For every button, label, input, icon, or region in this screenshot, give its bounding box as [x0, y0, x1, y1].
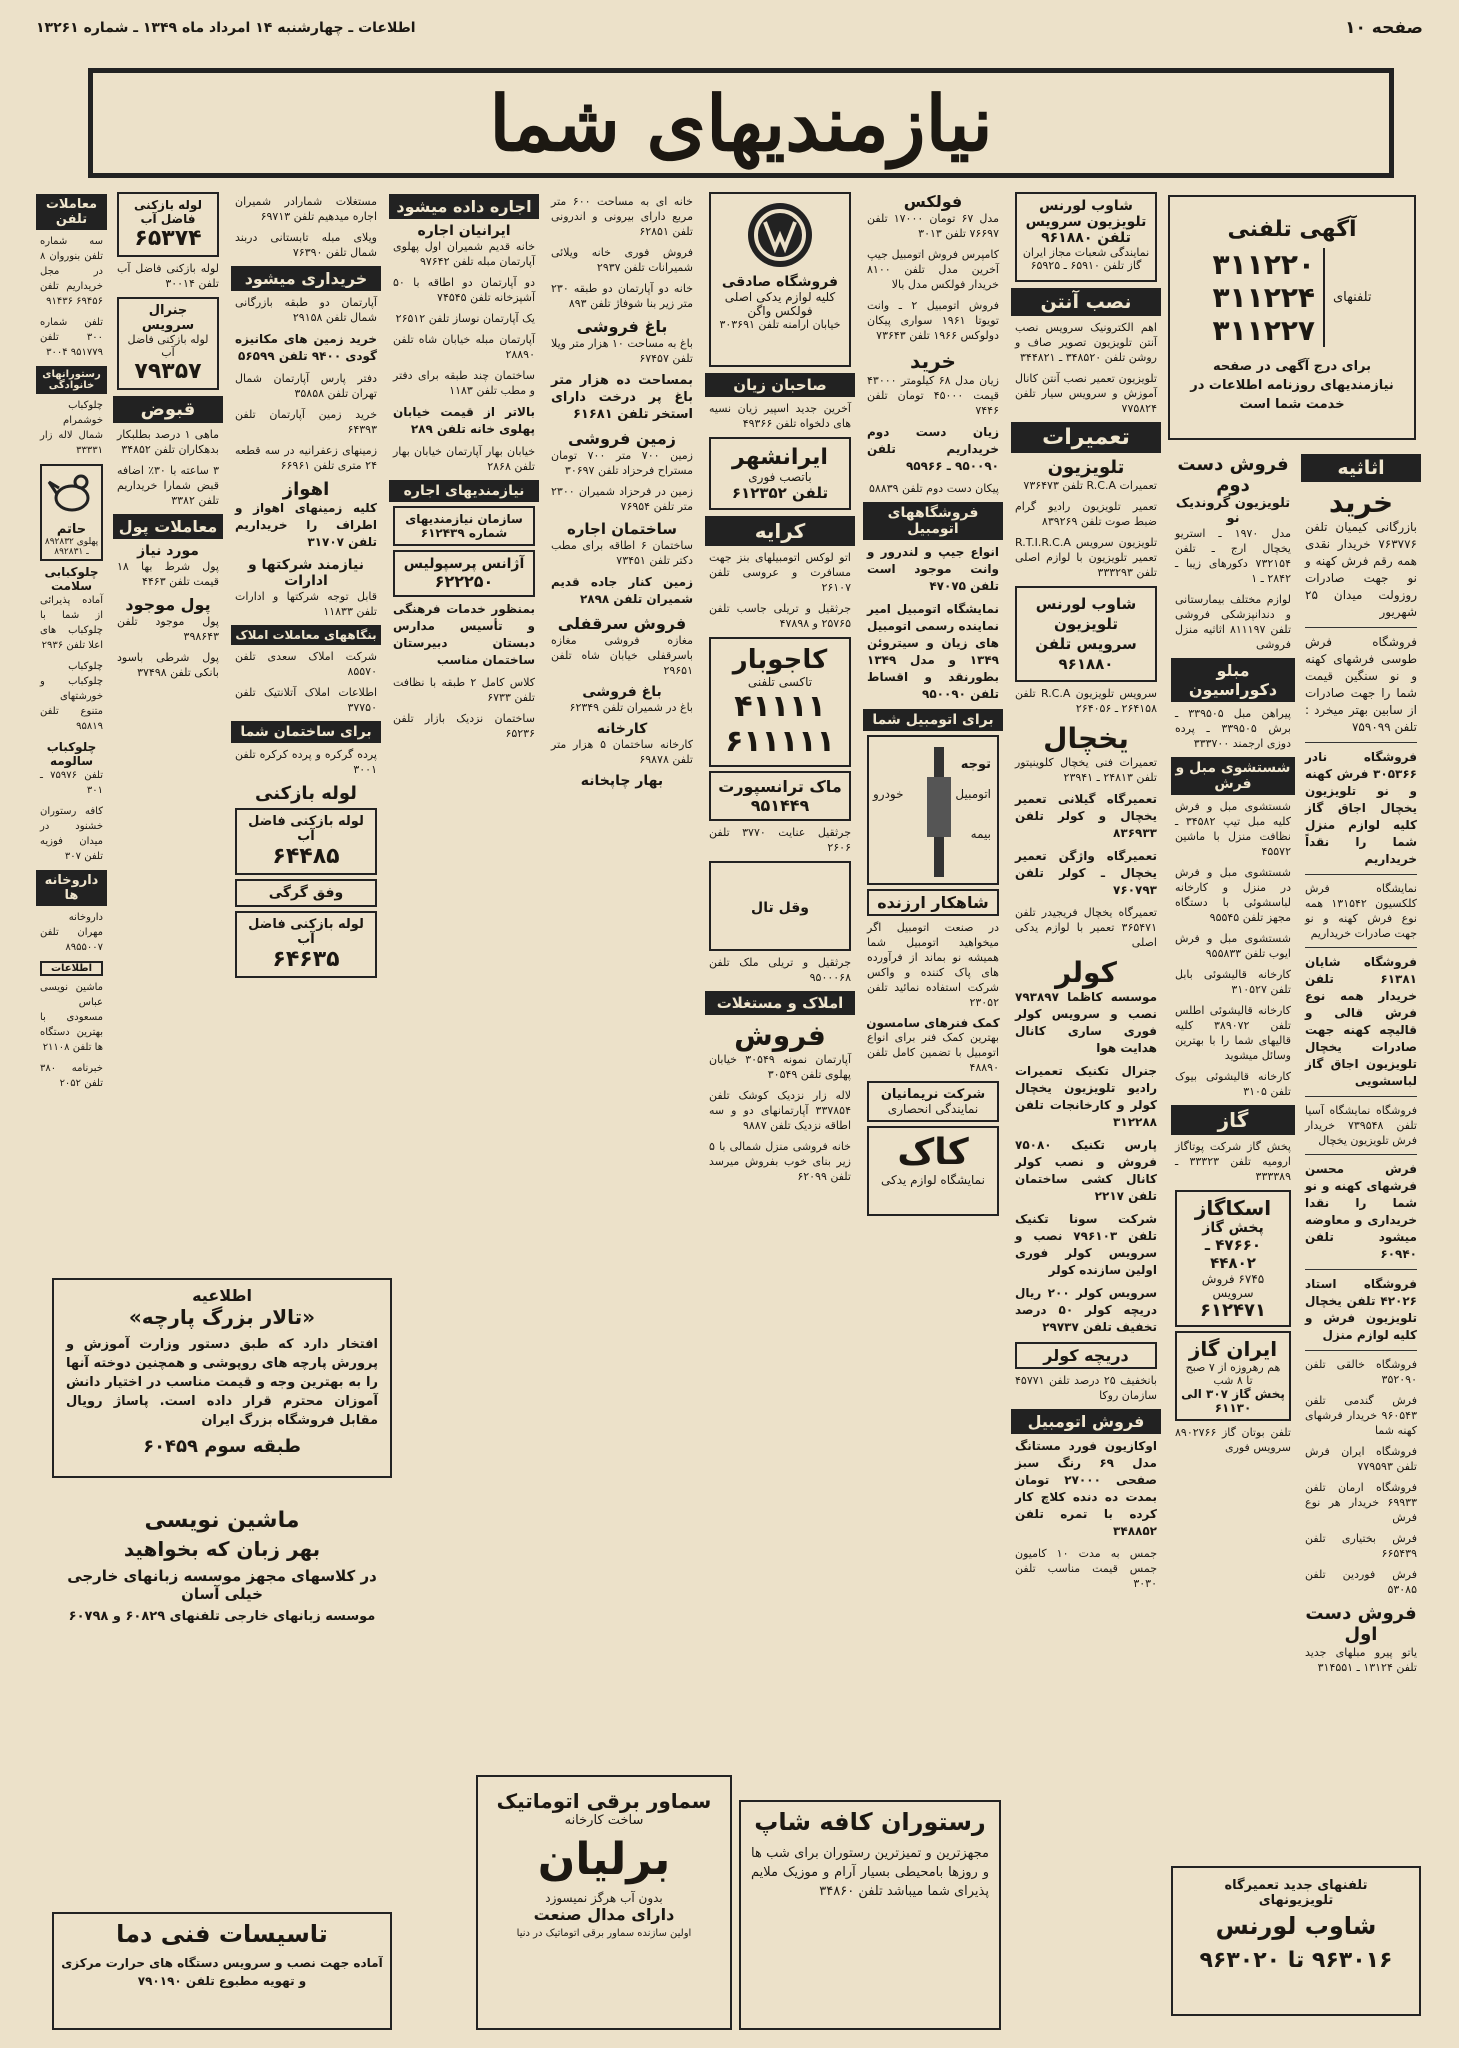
ad-text: آماده پذیرائی از شما با چلوکباب های اعلا تلفن ۲۹۳۶	[40, 595, 103, 651]
ad-text: زمین ۷۰۰ متر ۷۰۰ تومان مستراح فرحزاد تلفن ۳۰۶۹۷	[551, 449, 693, 477]
ad-hatam	[40, 464, 103, 561]
ad-text: چلوکباب چلوکباب و خورشتهای متنوع تلفن ۹۵۸۱۹	[40, 661, 103, 732]
ad-text: بالاتر از قیمت خیابان پهلوی خانه تلفن ۲۸۹	[393, 405, 535, 436]
ad-text: خانه دو آپارتمان دو طبقه ۲۳۰ متر زیر بنا شوفاژ تلفن ۸۹۳	[551, 282, 693, 310]
column-9	[113, 188, 223, 1268]
ad-text: آپارتمان نمونه ۳۰۵۴۹ خیابان پهلوی تلفن ۳۰۵۴۹	[709, 1053, 851, 1081]
ad-text: اوکازیون فورد مستانگ مدل ۶۹ رنگ سبز صفحی ۲۷۰۰۰ تومان بمدت ده دنده کلاچ کار کرده با تمره تلفن ۳۴۸۸۵۲	[1015, 1439, 1157, 1538]
ad-text: مغازه فروشی مغازه باسرقفلی خیابان شاه تلفن ۲۹۶۵۱	[551, 634, 693, 677]
ad-text: فروش فوری خانه ویلائی شمیرانات تلفن ۲۹۳۷	[551, 246, 693, 274]
ad-phone: ۶۱۲۴۷۱	[1200, 1300, 1266, 1321]
ad-text: ماهی ۱ درصد بطلبکار بدهکاران تلفن ۳۴۸۵۲	[117, 428, 219, 456]
heading-vent: دریچه کولر	[1015, 1342, 1157, 1369]
ad-needs-org: سازمان نیازمندیهای شماره ۶۱۲۴۳۹	[393, 506, 535, 546]
ad-text: آماده جهت نصب و سرویس دستگاه های حرارت مرکزی و تهویه مطبوع تلفن ۷۹۰۱۹۰	[61, 1956, 383, 1988]
ad-text: موسسه کاظما ۷۹۳۸۹۷ نصب و سرویس کولر فوری ساری کانال هدایت هوا	[1015, 990, 1157, 1055]
ad-text: چلوکباب خوشمرام شمال لاله زار ۳۳۳۳۱	[40, 400, 103, 456]
ad-text: کارخانه قالیشوئی بیوک تلفن ۳۱۰۵	[1175, 1070, 1291, 1098]
ad-brand: شاوب لورنس	[1215, 1912, 1377, 1940]
ad-text: خیابان بهار آپارتمان خیابان بهار تلفن ۲۸۶۸	[393, 445, 535, 473]
ad-text: آخرین جدید اسپیر زیان نسیه های دلخواه تلفن ۴۹۳۶۶	[709, 402, 851, 430]
column-7	[389, 188, 539, 1768]
column-3	[1011, 188, 1161, 2028]
ad-line: دارای مدال صنعت	[533, 1905, 675, 1924]
ad-mehrpi-gas	[1015, 192, 1157, 282]
ad-text: آپارتمان دو طبقه بازرگانی شمال تلفن ۲۹۱۵۸	[235, 296, 377, 324]
ad-brand: آژانس پرسپولیس	[403, 556, 525, 572]
ad-text: فروش اتومبیل ۲ ـ وانت تویوتا ۱۹۶۱ سواری پیکان دولوکس ۱۹۶۶ تلفن ۷۳۶۴۳	[867, 299, 999, 342]
ad-text: در صنعت اتومبیل اگر میخواهید اتومبیل شما همیشه نو بماند از فرآورده های پاک کننده و واکس شرکت استفاده نمائید تلفن ۲۳۰۵۲	[867, 921, 999, 1009]
ad-mac-transport	[709, 771, 851, 821]
ad-phone: ۹۵۱۴۴۹	[750, 796, 810, 815]
ad-text: فروشگاه شایان ۶۱۳۸۱ تلفن خریدار همه نوع فرش قالی و قالیچه کهنه جهت صادرات یخچال تلویزیون اجاق گاز لباسشویی	[1305, 955, 1417, 1088]
heading-key-money: فروش سرقفلی	[557, 614, 687, 633]
ad-text: تعمیرگاه یخچال فریجیدر تلفن ۳۶۵۴۷۱ تعمیر با لوازم یدکی اصلی	[1015, 906, 1157, 949]
ad-line: نمایشگاه لوازم یدکی	[881, 1173, 985, 1187]
ad-text: باغ در شمیران تلفن ۶۲۳۴۹	[569, 701, 693, 714]
page-number: صفحه ۱۰	[1345, 18, 1423, 38]
subheading-tv: تلویزیون گروندیک نو	[1175, 496, 1291, 526]
ad-line: موسسه زبانهای خارجی تلفنهای ۶۰۸۲۹ و ۶۰۷۹۸	[68, 1609, 376, 1624]
ad-text: اطلاعات املاک آتلانتیک تلفن ۳۷۷۵۰	[235, 686, 377, 714]
heading-real-estate: املاک و مستغلات	[705, 991, 855, 1015]
ad-brand: جنرال سرویس	[141, 303, 195, 333]
heading-volkswagen: فولکس	[903, 192, 963, 211]
ad-text: سه شماره تلفن بنوروان ۸ در مجل خریداریم تلفن ۶۹۴۵۶ ۹۱۴۳۶	[40, 236, 103, 307]
ad-text: تعمیرگاه گیلانی تعمیر یخچال و کولر تلفن ۸۳۶۹۳۳	[1015, 792, 1157, 840]
ad-persepolis	[393, 550, 535, 597]
ad-text: تعمیرات فنی یخچال کلوینیتور تلفن ۲۴۸۱۳ ـ ۲۳۹۴۱	[1015, 756, 1157, 784]
column-1	[1301, 448, 1421, 1860]
ad-text: خانه قدیم شمیران اول پهلوی آپارتمان مبله تلفن ۹۷۶۴۲	[393, 240, 535, 268]
ad-phone: ۶۱۱۱۱۱	[725, 724, 835, 759]
heading-zian-owners: صاحبان زیان	[705, 373, 855, 397]
ad-phone: ۶۴۴۸۵	[272, 844, 340, 869]
heading-salomeh: چلوکباب سالومه	[46, 740, 97, 768]
ad-kak	[867, 1126, 999, 1216]
ad-text: جمس به مدت ۱۰ کامیون جمس قیمت مناسب تلفن ۳۰۳۰	[1015, 1547, 1157, 1590]
ad-brand: کاجوبار	[732, 645, 828, 675]
heading-car-sale: فروش اتومبیل	[1011, 1409, 1161, 1434]
ad-schaub-lorenz	[1171, 1866, 1421, 2016]
ad-pipe-2	[235, 911, 377, 978]
column-8	[231, 188, 381, 2028]
ad-title: تاسیسات فنی دما	[116, 1920, 328, 1948]
ad-text: خانه ای به مساحت ۶۰۰ متر مربع دارای بیرونی و اندرونی تلفن ۶۲۸۵۱	[551, 195, 693, 238]
ad-text: فروشگاه نادر ۳۰۵۳۶۶ فرش کهنه و نو تلویزیون یخچال اجاق گاز کلیه لوازم منزل شما را نقداً خریداریم	[1305, 750, 1417, 866]
ad-brand: اسکاگاز	[1194, 1196, 1272, 1220]
heading-for-your-building: برای ساختمان شما	[231, 721, 381, 743]
ad-text: فرش فوردین تلفن ۵۳۰۸۵	[1305, 1568, 1417, 1596]
ad-brand: لوله بازکنی فاضل آب	[248, 814, 364, 844]
ad-text: نمایشگاه فرش کلکسیون ۱۳۱۵۴۲ همه نوع فرش کهنه و نو جهت صادرات خریداریم	[1305, 882, 1417, 940]
ad-fabric-hall	[52, 1278, 392, 1478]
heading-for-your-car: برای اتومبیل شما	[863, 709, 1003, 731]
phone-ad-box	[1168, 195, 1416, 440]
ad-text: پول شرطی باسود بانکی تلفن ۳۷۴۹۸	[117, 651, 219, 679]
ad-text: کلیه زمینهای اهواز و اطراف را خریداریم تلفن ۳۱۷۰۷	[235, 501, 377, 549]
ad-pipe-1	[235, 808, 377, 875]
ad-text: تلفن شماره ۳۰۰ تلفن ۹۵۱۷۷۹ ۳۰۰۴	[40, 317, 103, 358]
ad-text: باغ به مساحت ۱۰ هزار متر ویلا تلفن ۶۷۴۵۷	[551, 337, 693, 365]
ad-text: تلفن بوتان گاز ۸۹۰۲۷۶۶ سرویس فوری	[1175, 1426, 1291, 1454]
ad-text: پرده گرکره و پرده کرکره تلفن ۳۰۰۱	[235, 748, 377, 776]
ad-brand: لوله بازکنی فاضل آب	[248, 917, 364, 947]
ad-text: فرش بختیاری تلفن ۶۶۵۴۳۹	[1305, 1532, 1417, 1560]
ad-brand: ایرانشهر	[732, 445, 828, 470]
heading-furniture-wash: شستشوی مبل و فرش	[1171, 757, 1295, 795]
ad-line: لوله بازکنی فاضل آب	[127, 333, 209, 359]
ad-text: فروشگاه ارمان تلفن ۶۹۹۳۳ خریدار هر نوع فرش	[1305, 1481, 1417, 1524]
ad-text: کافه رستوران خشنود در میدان فوزیه تلفن ۳۰۷	[40, 806, 103, 862]
heading-pharmacies: داروخانه ها	[36, 870, 107, 906]
ad-text: زمینهای زعفرانیه در سه قطعه ۲۴ متری تلفن ۶۶۹۶۱	[235, 444, 377, 472]
heading-antenna: نصب آنتن	[1011, 288, 1161, 316]
ad-shock-absorber	[867, 735, 999, 885]
heading-factory: کارخانه	[596, 721, 648, 737]
heading-building-rent: ساختمان اجاره	[566, 520, 678, 538]
ad-text: اتو لوکس اتومبیلهای بنز جهت مسافرت و عروسی تلفن ۲۶۱۰۷	[709, 551, 851, 594]
ad-text: اهم الکترونیک سرویس نصب آنتن تلویزیون تصویر صاف و روشن تلفن ۳۴۸۵۲۰ ـ ۳۴۴۸۲۱	[1015, 321, 1157, 364]
ad-text: پول موجود تلفن ۳۹۸۶۴۳	[117, 615, 219, 643]
heading-decoration: مبلو دکوراسیون	[1171, 658, 1295, 702]
heading-rent-needs: نیازمندیهای اجاره	[389, 480, 539, 502]
ad-text: فروشگاه خالقی تلفن ۳۵۲۰۹۰	[1305, 1358, 1417, 1386]
ad-text: ساختمان نزدیک بازار تلفن ۶۵۲۳۶	[393, 712, 535, 740]
subheading-needed: مورد نیاز	[137, 543, 199, 559]
ad-text: شستشوی مبل و فرش در منزل و کارخانه لباسشوئی با دستگاه مجهز تلفن ۹۵۵۴۵	[1175, 866, 1291, 924]
ad-text: تعمیرات R.C.A تلفن ۷۳۶۴۷۳	[1023, 479, 1157, 492]
ad-text: تلویزیون تعمیر نصب آنتن کانال آموزش و سرویس سیار تلفن ۷۷۵۸۲۴	[1015, 372, 1157, 415]
ad-brand: شرکت نریمانیان	[880, 1087, 986, 1102]
ad-brand: حاتم	[56, 522, 87, 537]
heading-car-shops: فروشگاههای اتومبیل	[863, 502, 1003, 540]
ad-brand: فروشگاه صادقی	[721, 274, 839, 290]
ad-brand: شاوب لورنس تلویزیون سرویس تلفن ۹۶۱۸۸۰	[1025, 198, 1147, 246]
ad-scagaz	[1175, 1190, 1291, 1327]
ad-text: زمین در فرحزاد شمیران ۲۳۰۰ متر تلفن ۷۶۹۵۴	[551, 485, 693, 513]
ad-heating	[52, 1912, 392, 2030]
ad-line: خیابان ارامنه تلفن ۳۰۳۶۹۱	[719, 318, 841, 331]
ad-text: شستشوی مبل و فرش کلیه مبل تیپ ۳۴۵۸۲ ـ نظافت منزل با ماشین ۴۵۵۷۲	[1175, 800, 1291, 858]
ad-brand: کاک	[897, 1132, 969, 1173]
ad-text: خبرنامه ۳۸۰ تلفن ۲۰۵۲	[40, 1063, 103, 1089]
phone-number-1: ۳۱۱۲۲۰	[1212, 248, 1315, 281]
ad-pipe-top	[117, 192, 219, 257]
ad-text: پخش گاز شرکت پوتاگاز ارومیه تلفن ۳۳۳۲۳ ـ ۳۳۳۳۸۹	[1175, 1140, 1291, 1183]
heading-masterpiece: شاهکار ارزنده	[867, 889, 999, 916]
ad-irangaz	[1175, 1331, 1291, 1421]
ad-title: سماور برقی اتوماتیک	[496, 1789, 712, 1813]
ad-iranshahr	[709, 437, 851, 510]
heading-ahvaz: اهواز	[282, 479, 330, 500]
ad-kajobar	[709, 637, 851, 767]
ad-line: اولین سازنده سماور برقی اتوماتیک در دنیا	[516, 1928, 692, 1939]
ad-text: شرکت سونا تکنیک تلفن ۷۹۶۱۰۳ نصب و سرویس کولر فوری اولین سازنده کولر	[1015, 1212, 1157, 1277]
heading-furniture: اثاثیه	[1301, 454, 1421, 482]
ad-line: بدون آب هرگز نمیسوزد	[545, 1891, 663, 1905]
subheading-iranian-rent: ایرانیان اجاره	[417, 223, 511, 239]
ad-text: زمین کنار جاده قدیم شمیران تلفن ۲۸۹۸	[551, 575, 693, 606]
ad-text: خانه فروشی منزل شمالی با ۵ زیر بنای خوب بفروش میرسد تلفن ۶۲۰۹۹	[709, 1140, 851, 1183]
heading-garden-sale-2: باغ فروشی	[582, 684, 662, 700]
ad-text: خرید زمین آپارتمان تلفن ۶۴۳۹۳	[235, 408, 377, 436]
ad-title: اطلاعیه	[192, 1286, 252, 1305]
ad-phone: ۴۷۶۶۰ ـ ۴۴۸۰۲	[1204, 1236, 1262, 1272]
ad-text: یک آپارتمان نوساز تلفن ۲۶۵۱۲	[395, 312, 535, 325]
ad-text: زیان مدل ۶۸ کیلومتر ۴۳۰۰۰ قیمت ۴۵۰۰۰ تومان تلفن ۷۴۴۶	[867, 374, 999, 417]
ad-phone: ۹۶۳۰۱۶ تا ۹۶۳۰۲۰	[1199, 1948, 1393, 1973]
ad-line: در کلاسهای مجهز موسسه زبانهای خارجی خیلی آسان	[67, 1567, 377, 1603]
ad-text: مدل ۶۷ تومان ۱۷۰۰۰ تلفن ۷۶۶۹۷ تلفن ۳۰۱۳	[867, 212, 1000, 240]
ad-typing-school	[52, 1508, 392, 1708]
ad-text: ساختمان ۶ اطاقه برای مطب دکتر تلفن ۷۳۴۵۱	[551, 539, 693, 567]
ad-text: ماشین نویسی عباس مسعودی با بهترین دستگاه ها تلفن ۲۱۱۰۸	[40, 982, 103, 1053]
ad-text: داروخانه مهران تلفن ۸۹۵۵۰۰۷	[40, 912, 103, 953]
heading-repairs: تعمیرات	[1011, 422, 1161, 453]
ad-vafgh: وفق گرگی	[235, 879, 377, 907]
ad-text: کارخانه قالیشوئی اطلس تلفن ۳۸۹۰۷۲ کلیه قالیهای شما را با بهترین وسائل میشوید	[1175, 1004, 1291, 1062]
ad-line: تاکسی تلفنی	[747, 675, 813, 689]
ad-narimanian	[867, 1081, 999, 1122]
banner-title: نیازمندیهای شما	[489, 78, 993, 168]
heading-land-sale: زمین فروشی	[568, 429, 676, 448]
phone-number-2: ۳۱۱۲۲۴	[1212, 281, 1315, 314]
ad-text: مجهزترین و تمیزترین رستوران برای شب ها و روزها بامحیطی بسیار آرام و موزیک ملایم پذیرای شما میباشد تلفن ۳۴۸۶۰	[751, 1846, 989, 1899]
ad-text: تعمیر تلویزیون رادیو گرام ضبط صوت تلفن ۸۳۹۲۶۹	[1015, 500, 1157, 528]
ad-text: ویلای مبله تابستانی دربند شمال تلفن ۷۶۳۹۰	[235, 231, 377, 259]
ad-brand: ماک ترانسپورت	[718, 777, 842, 796]
ad-phone: ۴۱۱۱۱	[734, 689, 826, 724]
heading-phone-deals: معاملات تلفن	[36, 194, 107, 230]
ad-line: کلیه لوازم یدکی اصلی فولکس واگن	[724, 290, 836, 318]
heading-pipe-unclog: لوله بازکنی	[255, 783, 357, 804]
ad-text: دفتر پارس آپارتمان شمال تهران تلفن ۳۵۸۵۸	[235, 372, 377, 400]
column-10	[36, 188, 107, 1268]
ad-text: نمایشگاه اتومبیل امیر نماینده رسمی اتومبیل های زیان و سیتروئن ۱۳۴۹ و مدل ۱۳۴۹ بطورنقد و اقساط تلفن ۹۵۰۰۹۰	[867, 602, 999, 701]
ad-title: ماشین نویسی	[144, 1508, 300, 1533]
ad-text: کلاس کامل ۲ طبقه با نظافت تلفن ۶۷۳۳	[393, 676, 535, 704]
heading-fridge: یخچال	[1043, 722, 1129, 755]
ad-line: ساخت کارخانه	[564, 1813, 644, 1828]
phone-number-3: ۳۱۱۲۲۷	[1212, 314, 1315, 347]
ad-samovar	[476, 1775, 732, 2030]
heading-salamat: چلوکبابی سلامت	[44, 565, 99, 593]
ad-text: لوله بازکنی فاضل آب تلفن ۳۰۰۱۴	[117, 262, 219, 290]
ad-phone: پهلوی ۸۹۲۸۳۲ ـ ۸۹۲۸۳۱	[44, 537, 99, 557]
ad-text: جرثقیل و تریلی جاسب تلفن ۲۵۷۶۵ و ۴۷۸۹۸	[709, 602, 851, 630]
heading-money-available: پول موجود	[125, 595, 211, 614]
heading-rent: کرایه	[705, 516, 855, 546]
ad-schaub-service: شاوب لورنس تلویزیون سرویس تلفن ۹۶۱۸۸۰	[1015, 586, 1157, 682]
ad-text: کارخانه ساختمان ۵ هزار متر تلفن ۶۹۸۷۸	[551, 738, 694, 766]
heading-cooler: کولر	[1055, 956, 1117, 989]
ad-brand: لوله بازکنی فاضل آب	[134, 198, 202, 226]
heading-realty-agencies: بنگاههای معاملات املاک	[231, 625, 381, 645]
ad-phone: ۷۹۳۵۷	[134, 359, 202, 384]
heading-money-deals: معاملات پول	[113, 514, 223, 539]
ad-text: بمساحت ده هزار متر باغ پر درخت دارای استخر تلفن ۶۱۶۸۱	[551, 373, 693, 422]
ad-line: خودرو	[873, 787, 904, 801]
ad-line: تلویزیونهای	[1258, 1893, 1334, 1908]
ad-text: شرکت املاک سعدی تلفن ۸۵۵۷۰	[235, 650, 377, 678]
ad-sadeghi	[709, 192, 851, 367]
heading-wanted: خریداری میشود	[231, 266, 381, 291]
ad-line: توجه	[960, 757, 991, 772]
ad-text: آپارتمان مبله خیابان شاه تلفن ۲۸۸۹۰	[393, 333, 535, 361]
ad-line: هم رهروزه از ۷ صبح تا ۸ شب	[1185, 1361, 1281, 1387]
phone-ad-note: برای درج آگهی در صفحه نیازمندیهای روزنامه اطلاعات در خدمت شما است	[1190, 359, 1394, 412]
ad-text: لاله زار نزدیک کوشک تلفن ۳۳۷۸۵۴ آپارتمانهای دو و سه اطاقه نزدیک تلفن ۹۸۸۷	[709, 1089, 851, 1132]
heading-receipts: قبوض	[113, 396, 223, 423]
ad-text: پیکان دست دوم تلفن ۵۸۸۳۹	[869, 482, 999, 495]
ad-restaurant	[739, 1800, 1001, 2030]
ad-text: پارس تکنیک ۷۵۰۸۰ فروش و نصب کولر کانال کشی ساختمان تلفن ۲۲۱۷	[1015, 1138, 1157, 1203]
rooster-icon	[47, 468, 97, 518]
ad-text: ساختمان چند طبقه برای دفتر و مطب تلفن ۱۱۸۳	[393, 369, 535, 397]
column-6	[547, 188, 697, 1768]
ad-text: جرثقیل و تریلی ملک تلفن ۹۵۰۰۰۶۸	[709, 956, 851, 984]
ad-ettelaat-logo: اطلاعات	[40, 961, 103, 976]
vw-logo-icon	[745, 200, 815, 270]
ad-text: بهترین کمک فنر برای انواع اتومبیل با تضمین کامل تلفن ۴۸۸۹۰	[867, 1031, 999, 1074]
ad-text: ۳ ساعته با ۳۰٪ اضافه قبض شمارا خریداریم تلفن ۳۳۸۲	[117, 464, 219, 507]
ad-text: قابل توجه شرکتها و ادارات تلفن ۱۱۸۳۳	[235, 590, 377, 618]
ad-text: کارخانه قالیشوئی بابل تلفن ۳۱۰۵۲۷	[1175, 968, 1291, 996]
ad-text: مدل ۱۹۷۰ ـ استریو یخچال ارج ـ تلفن ۷۳۲۱۵۴ دکورهای زیبا ـ ۲۸۴۲ ـ ۱	[1175, 527, 1292, 585]
ad-text: خرید زمین های مکانیزه گودی ۹۴۰۰ تلفن ۵۶۵۹۹	[235, 332, 377, 363]
ad-text: پول شرط بها ۱۸ قیمت تلفن ۴۴۶۳	[117, 560, 219, 588]
ad-title: رستوران کافه شاپ	[754, 1808, 986, 1836]
heading-buy: خرید	[1328, 486, 1394, 519]
ad-line: پخش گاز	[1202, 1220, 1264, 1236]
ad-text: شستشوی مبل و فرش ایوب تلفن ۹۵۵۸۳۳	[1175, 932, 1291, 960]
phone-ad-title: آگهی تلفنی	[1227, 217, 1357, 242]
ad-text: کامپرس فروش اتومبیل جیپ آخرین مدل تلفن ۸۱۰۰ خریدار فولکس مدل بالا	[867, 248, 999, 291]
ad-text: فرش گندمی تلفن ۹۶۰۵۴۳ خریدار فرشهای کهنه شما	[1305, 1394, 1417, 1437]
page-header	[36, 8, 1423, 48]
heading-companies: نیازمند شرکتها و ادارات	[247, 557, 365, 589]
shock-absorber-icon	[919, 747, 959, 877]
ad-text: فروشگاه استاد ۴۲۰۲۶ تلفن یخچال تلویزیون فرش و کلیه لوازم منزل	[1305, 1277, 1417, 1342]
ad-text: جنرال تکنیک تعمیرات رادیو تلویزیون یخچال کولر و کارخانجات تلفن ۳۱۲۲۸۸	[1015, 1064, 1157, 1129]
ad-text: فروشگاه فرش طوسی فرشهای کهنه و نو سنگین قیمت شما را جهت صادرات از سابین بهتر میخرد : تلفن ۷۵۹۰۹۹	[1305, 635, 1417, 734]
ad-line: اتومبیل	[955, 787, 991, 801]
ad-text: زیان دست دوم خریداریم تلفن ۹۵۰۰۹۰ ـ ۹۵۹۶۶	[867, 425, 999, 473]
heading-print-house: بهار چاپخانه	[580, 773, 664, 789]
ad-brand: برلیان	[537, 1834, 671, 1885]
ad-text: سرویس کولر ۲۰۰ ریال دریچه کولر ۵۰ درصد تخفیف تلفن ۲۹۷۳۷	[1015, 1286, 1158, 1334]
ad-text: فروشگاه نمایشگاه آسیا تلفن ۷۳۹۵۴۸ خریدار فرش تلویزیون یخچال	[1305, 1104, 1417, 1147]
column-2	[1171, 448, 1295, 1860]
ad-phone: ۶۲۲۲۵۰	[434, 572, 494, 591]
ad-phone: ۶۵۳۷۴	[134, 226, 202, 251]
ad-line: ۶۷۴۵ فروش سرویس	[1201, 1272, 1265, 1300]
ad-line: بهر زبان که بخواهید	[123, 1537, 321, 1561]
ad-phone: طبقه سوم ۶۰۴۵۹	[143, 1436, 301, 1457]
ad-text: بازرگانی کیمیان تلفن ۷۶۳۷۷۶ خریدار نقدی همه رقم فرش کهنه و نو جهت صادرات روزولت میدان ۲۵ شهریور	[1305, 520, 1417, 619]
ad-text: مستغلات شمارادر شمیران اجاره میدهیم تلفن ۶۹۷۱۳	[235, 195, 377, 223]
ad-brand: «تالار بزرگ پارچه»	[128, 1305, 316, 1329]
column-4	[863, 188, 1003, 1788]
ad-vaghl: وقل تال	[709, 861, 851, 951]
ad-line: نمایندگی انحصاری	[887, 1102, 979, 1116]
ad-line: نمایندگی شعبات مجاز ایران گاز تلفن ۶۵۹۱۰ ـ ۶۵۹۲۵	[1022, 246, 1150, 272]
ad-text: بمنظور خدمات فرهنگی و تأسیس مدارس دبستان دبیرستان ساختمان مناسب	[393, 602, 535, 667]
ad-text: فرش محسن فرشهای کهنه و نو شما را نقدا خریداری و معاوضه میشود تلفن ۶۰۹۴۰	[1305, 1162, 1417, 1261]
ad-phone: پخش گاز ۳۰۷ الی ۶۱۱۳۰	[1181, 1387, 1285, 1415]
heading-garden-sale: باغ فروشی	[576, 317, 668, 336]
issue-line: اطلاعات ـ چهارشنبه ۱۴ امرداد ماه ۱۳۴۹ ـ شماره ۱۳۲۶۱	[36, 20, 416, 36]
ad-text: لوازم مختلف بیمارستانی و دندانپزشکی فروشی تلفن ۸۱۱۱۹۷ اثاثیه منزل فروشی	[1175, 593, 1292, 651]
ad-text: یاتو پیرو مبلهای جدید تلفن ۱۳۱۲۴ ـ ۳۱۴۵۵۱	[1305, 1646, 1417, 1674]
heading-for-rent: اجاره داده میشود	[389, 194, 539, 219]
ad-text: دو آپارتمان دو اطاقه با ۵۰ آشپزخانه تلفن ۷۴۵۴۵	[393, 276, 535, 304]
ad-text: فروشگاه ایران فرش تلفن ۷۷۹۵۹۳	[1305, 1445, 1417, 1473]
ad-brand: ایران گاز	[1188, 1337, 1278, 1361]
ad-text: تلفن ۷۵۹۷۶ ـ ۳۰۱	[40, 770, 103, 796]
ad-text: انواع جیپ و لندرور و وانت موجود است تلفن ۴۷۰۷۵	[867, 545, 999, 593]
heading-first-hand: فروش دست اول	[1305, 1603, 1417, 1645]
heading-family-restaurants: رستورانهای خانوادگی	[36, 366, 107, 394]
heading-sale: فروش	[734, 1019, 826, 1052]
ad-text: تعمیرگاه واژگن تعمیر یخچال ـ کولر تلفن ۷۶۰۷۹۳	[1015, 849, 1157, 897]
ad-text: سرویس تلویزیون R.C.A تلفن ۲۶۴۱۵۸ ـ ۲۶۴۰۵۶	[1015, 687, 1157, 715]
ad-line: باتصب فوری	[748, 470, 812, 484]
ad-text: بانخفیف ۲۵ درصد تلفن ۴۵۷۷۱ سازمان روکا	[1015, 1374, 1157, 1402]
subheading-shocks: کمک فنرهای سامسون	[866, 1016, 1000, 1030]
ad-phone: تلفن ۶۱۲۳۵۲	[731, 484, 829, 502]
ad-line: بیمه	[970, 827, 991, 841]
heading-gas: گاز	[1171, 1105, 1295, 1135]
ad-text: جرثقیل عنایت ۳۷۷۰ تلفن ۲۶۰۶	[709, 826, 851, 854]
ad-line: تلفنهای جدید تعمیرگاه	[1224, 1878, 1368, 1893]
heading-second-hand: فروش دست دوم	[1177, 454, 1289, 496]
subheading-tv: تلویزیون	[1047, 457, 1125, 478]
ad-text: افتخار دارد که طبق دستور وزارت آموزش و پرورش پارچه های روپوشی و همچنین دوخته آنها را به بهترین وجه و قیمت مناسب در اختیار دانش آموزان محترم قرار داده است. پاساژ رویال مقابل فروشگاه بزرگ ایران	[66, 1337, 378, 1428]
ad-text: تلویزیون سرویس R.T.I.R.C.A تعمیر تلویزیون با لوازم اصلی تلفن ۳۳۳۲۹۳	[1015, 536, 1157, 579]
column-5	[705, 188, 855, 1793]
ad-phone: ۶۴۶۳۵	[272, 947, 340, 972]
phone-ad-label: تلفنهای	[1333, 290, 1372, 305]
ad-general-service	[117, 297, 219, 390]
section-banner	[88, 68, 1394, 178]
heading-buy: خرید	[910, 349, 956, 373]
ad-text: پیراهن مبل ۳۳۹۵۰۵ ـ برش ۳۳۹۵۰۵ ـ پرده دوزی ارجمند ۳۳۳۷۰۰	[1175, 707, 1291, 750]
